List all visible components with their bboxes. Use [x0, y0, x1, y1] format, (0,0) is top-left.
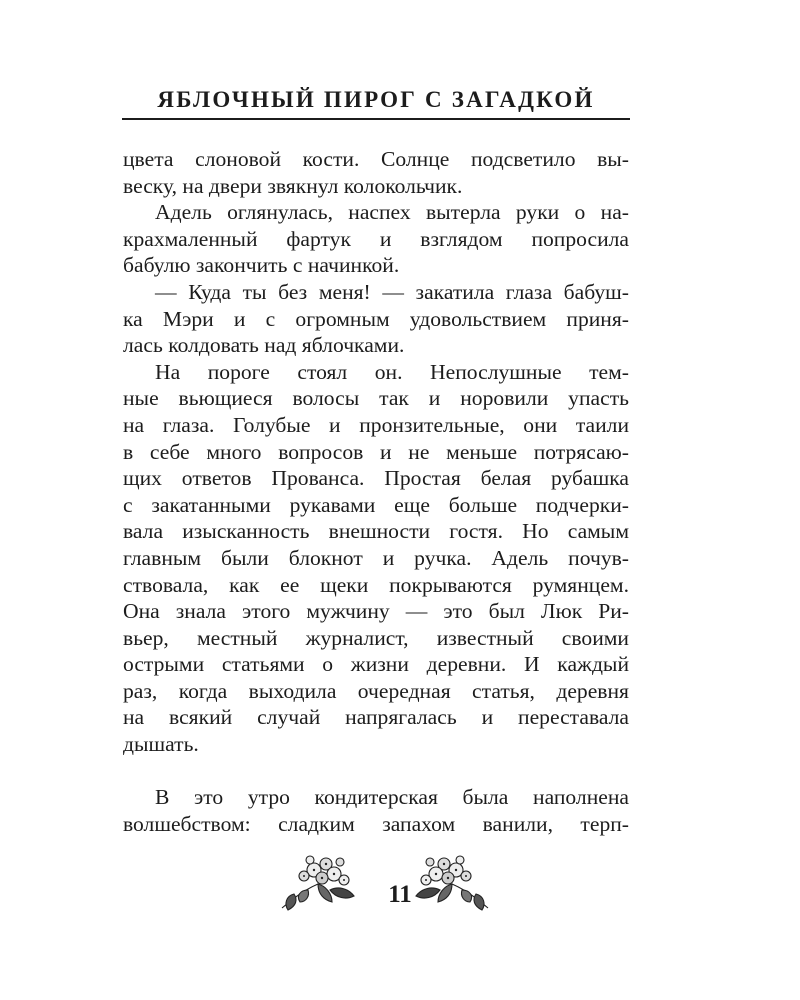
text-line: бабулю закончить с начинкой. — [123, 253, 400, 278]
text-line: Она знала этого мужчину — это был Люк Ри- — [123, 599, 629, 624]
text-line: на всякий случай напрягалась и переставала — [123, 705, 629, 730]
text-line: цвета слоновой кости. Солнце подсветило вы- — [123, 147, 629, 171]
text-line: главным были блокнот и ручка. Адель почув- — [123, 545, 629, 570]
text-line: волшебством: сладким запахом ванили, терп- — [123, 811, 629, 836]
floral-vignette-icon — [410, 850, 496, 916]
text-line: ка Мэри и с огромным удовольствием приня- — [123, 306, 629, 331]
body-text — [123, 146, 629, 837]
section-break — [123, 758, 629, 785]
text-line: На пороге стоял он. Непослушные тем- — [155, 359, 629, 384]
text-line: ствовала, как ее щеки покрываются румянцем. — [123, 572, 629, 597]
text-line: дышать. — [123, 732, 199, 757]
text-line: в себе много вопросов и не меньше потрясаю- — [123, 439, 629, 464]
text-line: на глаза. Голубые и пронзительные, они таили — [123, 412, 629, 437]
text-line: Адель оглянулась, наспех вытерла руки о на- — [155, 200, 629, 225]
text-line: с закатанными рукавами еще больше подчерки- — [123, 492, 629, 517]
text-line: веску, на двери звякнул колокольчик. — [123, 173, 463, 198]
page-number: 11 — [388, 881, 412, 908]
text-line: вала изысканность внешности гостя. Но самым — [123, 519, 629, 544]
running-title: ЯБЛОЧНЫЙ ПИРОГ С ЗАГАДКОЙ — [157, 87, 595, 112]
text-line: — Куда ты без меня! — закатила глаза бабуш- — [155, 279, 629, 304]
text-line: щих ответов Прованса. Простая белая рубашка — [123, 466, 629, 491]
text-line: крахмаленный фартук и взглядом попросила — [123, 226, 629, 251]
header-rule — [122, 118, 630, 120]
text-line: В это утро кондитерская была наполнена — [155, 785, 629, 810]
text-line: ные вьющиеся волосы так и норовили упасть — [123, 386, 629, 411]
text-line: вьер, местный журналист, известный своими — [123, 625, 629, 650]
text-line: раз, когда выходила очередная статья, деревня — [123, 678, 629, 703]
text-line: острыми статьями о жизни деревни. И каждый — [123, 652, 629, 677]
text-line: лась колдовать над яблочками. — [123, 333, 405, 358]
